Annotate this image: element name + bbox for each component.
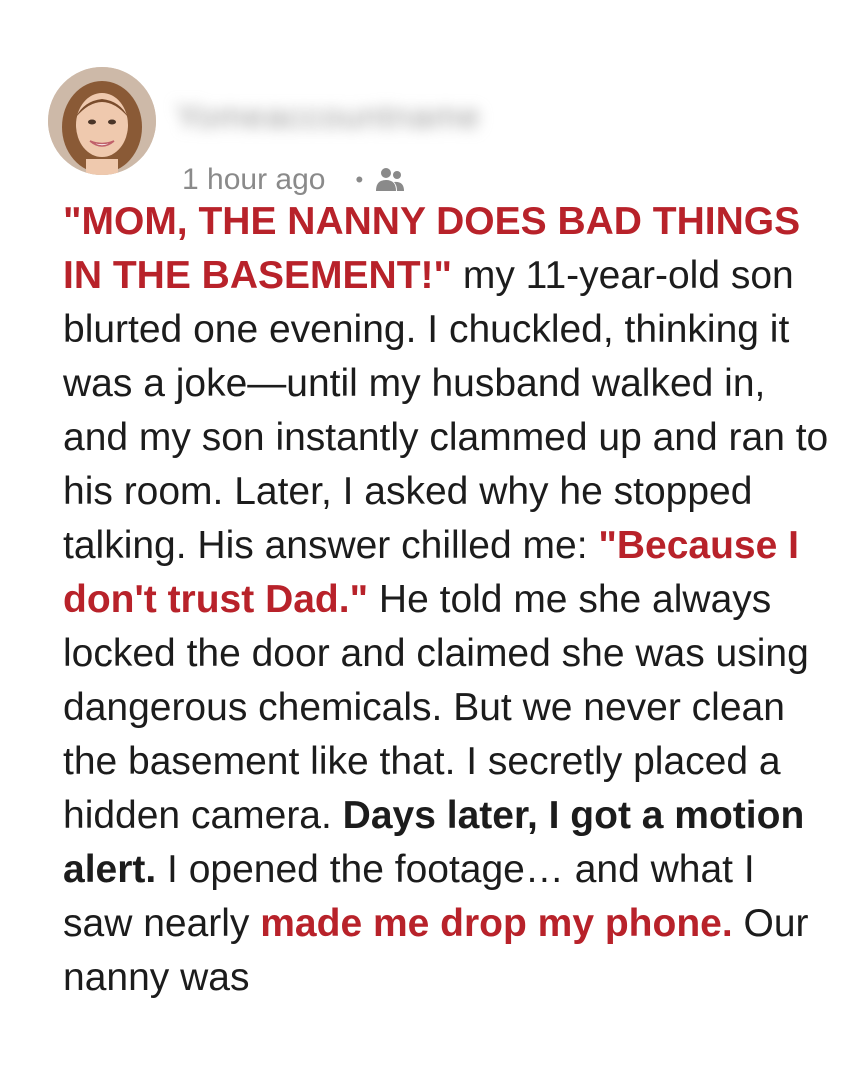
post-text-segment: my 11-year-old son blurted one evening. I chuckled, thinking it was a joke—until my husband walked in, and my son instantly clammed up and ran to his room. Later, I asked why he stopped talking. His answer chilled me:: [63, 254, 829, 567]
post-text-segment: I opened the footage… and what I saw nearly: [63, 848, 755, 945]
post-timestamp[interactable]: 1 hour ago: [182, 163, 326, 196]
author-name[interactable]: Yomeaccountname: [176, 98, 481, 136]
friends-icon[interactable]: [375, 167, 405, 193]
post-text-segment: "Because I don't trust Dad.": [63, 524, 799, 621]
post-text-segment: He told me she always locked the door and claimed she was using dangerous chemicals. But we never clean the basement like that. I secretly placed a hidden camera.: [63, 578, 809, 837]
post-text-segment: "MOM, THE NANNY DOES BAD THINGS IN THE BASEMENT!": [63, 200, 801, 297]
meta-separator: •: [355, 167, 364, 192]
post-text-segment: Days later, I got a motion alert.: [63, 794, 805, 891]
post-body: [63, 195, 833, 1005]
avatar-photo: [48, 67, 156, 175]
post-text-segment: made me drop my phone.: [260, 902, 733, 945]
post-meta: [182, 160, 405, 200]
avatar[interactable]: [48, 67, 156, 175]
post-text-segment: Our nanny was: [63, 902, 809, 999]
